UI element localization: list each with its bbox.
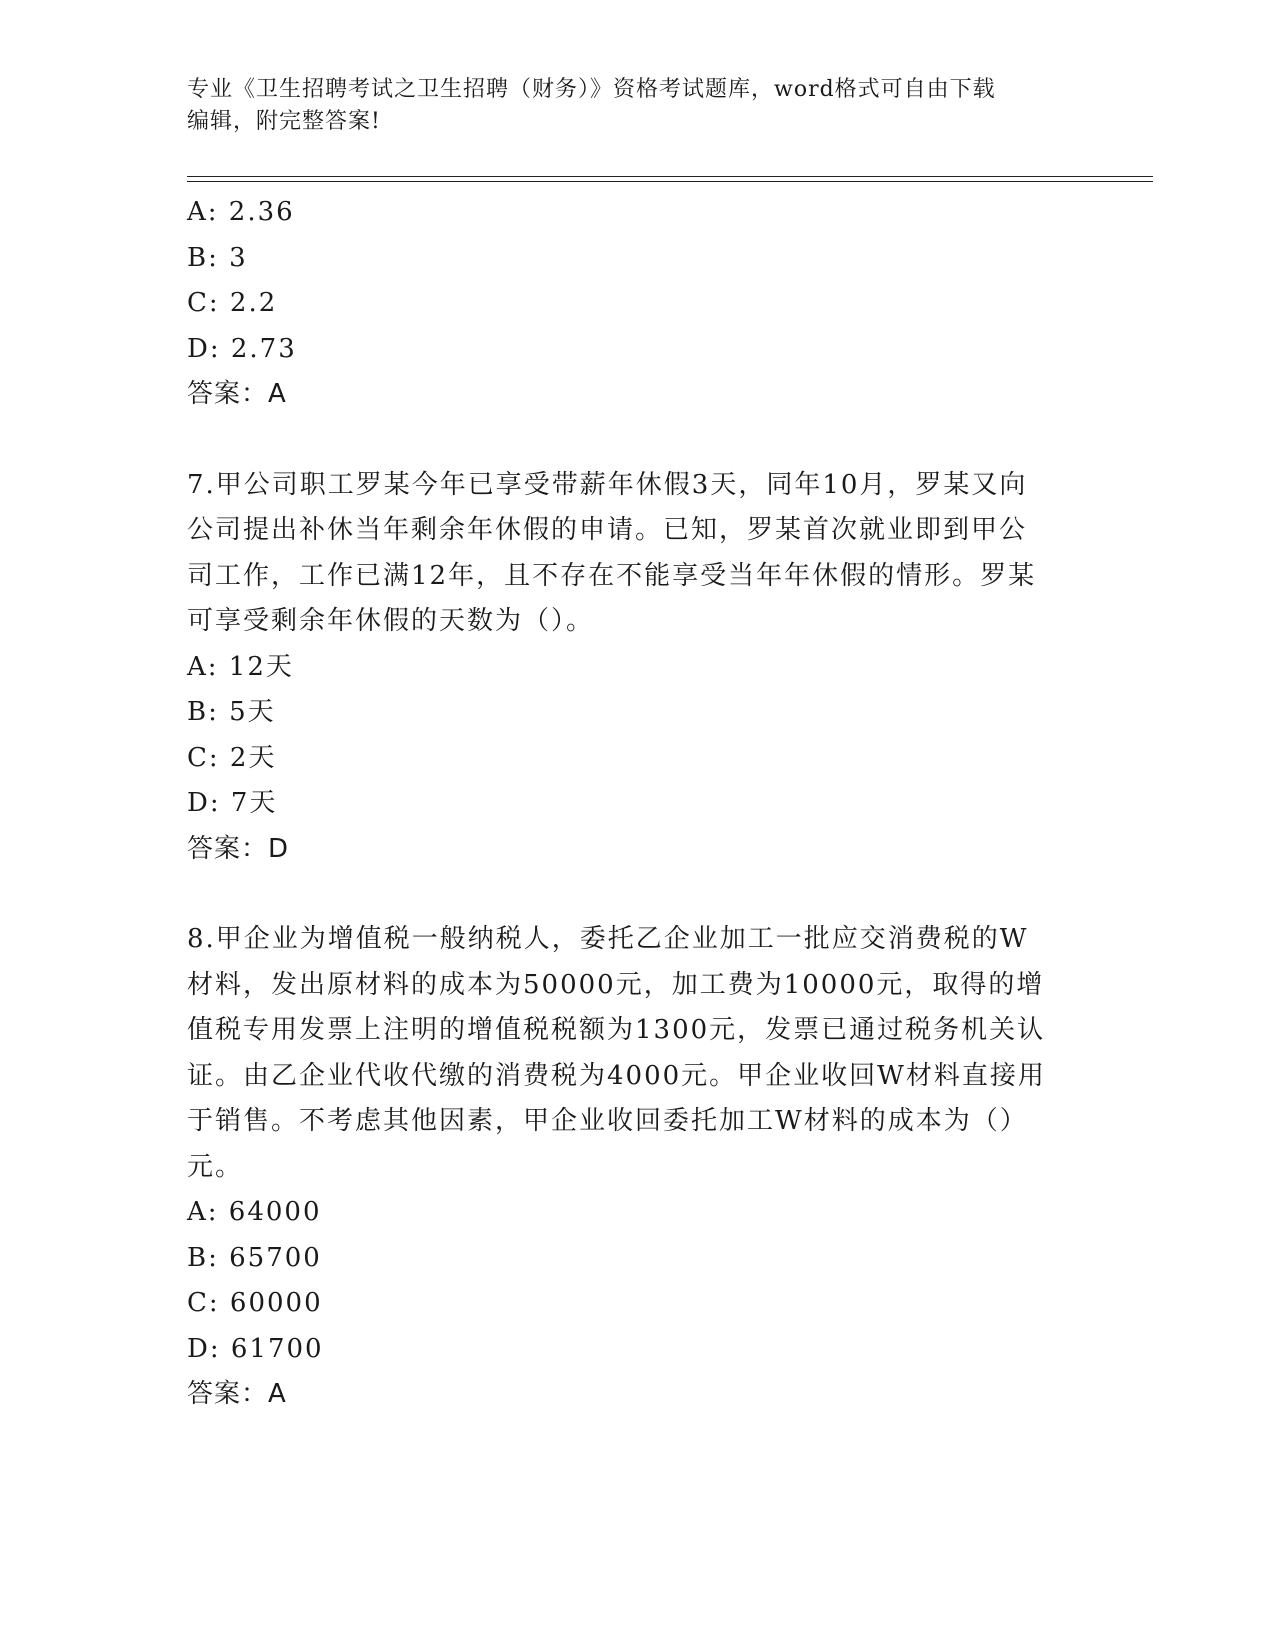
q8-option-d: D: 61700 xyxy=(187,1333,324,1364)
q6-option-a: A: 2.36 xyxy=(187,197,295,227)
q8-answer: 答案：A xyxy=(187,1379,287,1409)
question-content xyxy=(187,190,1057,1418)
q6-option-d: D: 2.73 xyxy=(187,333,297,364)
q8-stem-line-5: 于销售。不考虑其他因素，甲企业收回委托加工W材料的成本为（） xyxy=(187,1106,1028,1136)
spacer xyxy=(187,418,1057,463)
question-6-block xyxy=(187,190,1057,418)
q7-stem-line-3: 司工作，工作已满12年，且不存在不能享受当年年休假的情形。罗某 xyxy=(187,560,1037,591)
q8-stem-line-3: 值税专用发票上注明的增值税税额为1300元，发票已通过税务机关认 xyxy=(187,1015,1046,1045)
q6-answer: 答案：A xyxy=(187,379,287,409)
question-7-block xyxy=(187,463,1057,873)
q8-option-c: C: 60000 xyxy=(187,1288,323,1318)
q7-stem-line-1: 7.甲公司职工罗某今年已享受带薪年休假3天，同年10月，罗某又向 xyxy=(187,469,1028,500)
q6-option-c: C: 2.2 xyxy=(187,288,278,318)
header-line-2: 编辑，附完整答案! xyxy=(187,109,381,134)
document-header xyxy=(187,74,1087,138)
q7-option-b: B: 5天 xyxy=(187,697,276,727)
q8-stem-line-4: 证。由乙企业代收代缴的消费税为4000元。甲企业收回W材料直接用 xyxy=(187,1060,1046,1091)
q8-stem-line-1: 8.甲企业为增值税一般纳税人，委托乙企业加工一批应交消费税的W xyxy=(187,924,1029,954)
q7-option-c: C: 2天 xyxy=(187,742,277,773)
spacer xyxy=(187,872,1057,917)
q7-answer: 答案：D xyxy=(187,833,290,864)
q8-stem-line-6: 元。 xyxy=(187,1151,244,1182)
q6-option-b: B: 3 xyxy=(187,242,248,273)
question-8-block xyxy=(187,917,1057,1418)
q8-option-b: B: 65700 xyxy=(187,1242,322,1273)
q8-stem-line-2: 材料，发出原材料的成本为50000元，加工费为10000元，取得的增 xyxy=(187,969,1045,1000)
q7-stem-line-2: 公司提出补休当年剩余年休假的申请。已知，罗某首次就业即到甲公 xyxy=(187,515,1028,545)
q7-stem-line-4: 可享受剩余年休假的天数为（）。 xyxy=(187,606,595,636)
header-divider-bottom xyxy=(187,181,1153,182)
q7-option-a: A: 12天 xyxy=(187,651,294,682)
header-line-1: 专业《卫生招聘考试之卫生招聘（财务）》资格考试题库，word格式可自由下载 xyxy=(187,77,996,102)
header-divider-top xyxy=(187,176,1153,177)
q8-option-a: A: 64000 xyxy=(187,1197,322,1227)
q7-option-d: D: 7天 xyxy=(187,788,278,818)
